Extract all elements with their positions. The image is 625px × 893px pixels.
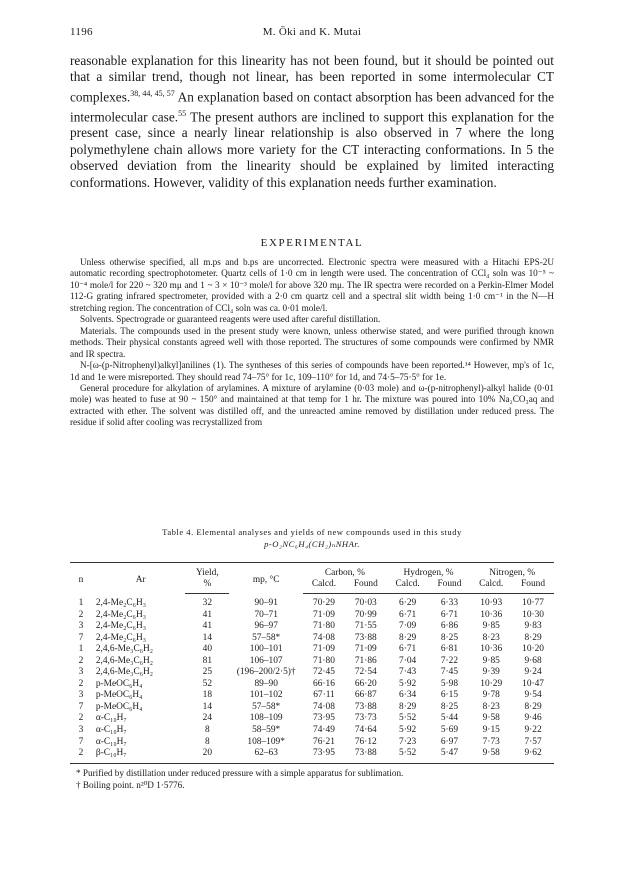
cell-nitrogen-found: 10·47 — [522, 678, 544, 689]
cell-carbon-calcd: 67·11 — [313, 690, 335, 701]
experimental-paragraph: Materials. The compounds used in the present study were known, unless otherwise stated, and were purified through known methods. Their physical constants agreed well with those reported. The structures of some compounds were confirmed by NMR and IR spectra. — [70, 325, 554, 359]
cell-ar: 2,4-Me₂C₆H₃ — [95, 632, 146, 643]
header-nitrogen: Nitrogen, % — [470, 563, 554, 580]
cell-yield: 40 — [202, 644, 213, 655]
cell-yield: 18 — [202, 690, 213, 701]
cell-mp: 108–109* — [247, 736, 285, 747]
cell-mp: 89–90 — [254, 678, 278, 689]
table-title: Table 4. Elemental analyses and yields of new compounds used in this study — [162, 527, 462, 537]
header-found: Found — [429, 579, 471, 594]
header-calcd: Calcd. — [303, 579, 345, 594]
cell-nitrogen-calcd: 8·23 — [482, 701, 500, 712]
cell-n: 1 — [78, 644, 84, 655]
experimental-paragraph: Solvents. Spectrograde or guaranteed reagents were used after careful distillation. — [80, 314, 381, 325]
cell-ar: 2,4,6-Me₃C₆H₂ — [95, 667, 154, 678]
cell-mp: 101–102 — [249, 690, 283, 701]
cell-hydrogen-calcd: 8·29 — [399, 701, 417, 712]
cell-hydrogen-found: 6·86 — [440, 621, 459, 632]
cell-nitrogen-found: 9·62 — [512, 748, 554, 763]
cell-ar: p-MeOC₆H₄ — [95, 701, 143, 712]
cell-hydrogen-found: 6·81 — [440, 644, 459, 655]
cell-yield: 81 — [202, 655, 213, 666]
cell-carbon-calcd: 76·21 — [313, 736, 335, 747]
cell-yield: 41 — [202, 609, 213, 620]
cell-yield: 25 — [202, 667, 213, 678]
cell-hydrogen-calcd: 6·34 — [399, 690, 417, 701]
cell-n: 1 — [78, 597, 84, 608]
cell-yield: 20 — [185, 748, 229, 763]
cell-ar: 2,4,6-Me₃C₆H₂ — [95, 655, 154, 666]
cell-carbon-calcd: 71·09 — [313, 644, 335, 655]
cell-ar: α-C₁₀H₇ — [95, 713, 127, 724]
cell-yield: 24 — [202, 713, 213, 724]
cell-hydrogen-found: 5·44 — [440, 713, 459, 724]
cell-nitrogen-calcd: 10·29 — [480, 678, 503, 689]
header-found: Found — [512, 579, 554, 594]
cell-ar: α-C₁₀H₇ — [95, 736, 127, 747]
table-row — [70, 679, 554, 691]
cell-nitrogen-found: 7·57 — [524, 736, 542, 747]
cell-mp: (196–200/2·5)† — [236, 667, 296, 678]
cell-nitrogen-found: 9·54 — [524, 690, 542, 701]
cell-nitrogen-calcd: 9·58 — [470, 748, 512, 763]
cell-ar: p-MeOC₆H₄ — [95, 690, 143, 701]
cell-nitrogen-calcd: 9·39 — [482, 667, 500, 678]
cell-carbon-calcd: 70·29 — [313, 598, 335, 608]
cell-mp: 106–107 — [249, 655, 283, 666]
cell-nitrogen-calcd: 10·36 — [480, 644, 503, 655]
cell-nitrogen-calcd: 10·36 — [480, 609, 503, 620]
table-row — [70, 725, 554, 737]
cell-hydrogen-calcd: 5·52 — [399, 713, 417, 724]
cell-hydrogen-calcd: 8·29 — [399, 632, 417, 643]
cell-ar: 2,4-Me₂C₆H₃ — [95, 597, 146, 608]
table-row — [70, 702, 554, 714]
table-row — [70, 737, 554, 749]
cell-n: 2 — [70, 748, 92, 763]
cell-carbon-calcd: 73·95 — [303, 748, 345, 763]
footnote: † Boiling point. n²⁰D 1·5776. — [76, 779, 185, 790]
cell-nitrogen-calcd: 9·78 — [482, 690, 500, 701]
discussion-paragraph — [70, 53, 554, 191]
discussion-text-2: An explanation based on contact absorption has been advanced for the intermolecular case. — [70, 89, 554, 125]
table-formula: p-O₂NC₆H₄(CH₂)ₙNHAr. — [264, 539, 360, 549]
cell-yield: 8 — [205, 736, 210, 747]
cell-nitrogen-calcd: 9·58 — [482, 713, 500, 724]
cell-carbon-calcd: 74·08 — [313, 632, 335, 643]
experimental-paragraph: Unless otherwise specified, all m.ps and b.ps are uncorrected. Electronic spectra were measured with a Hitachi EPS-2U automatic recording spectrophotometer. Quartz cells of 1·0 cm in length were used. The concentration of CCl₄ soln was 10⁻⁵ ~ 10⁻⁴ mole/l for 220 ~ 320 mμ and 1 ~ 3 × 10⁻³ mole/l for above 320 mμ. The IR spectra were recorded on a Perkin-Elmer Model 112-G grating infrared spectrometer, provided with a 2·0 cm quartz cell and a spectral slit width being 1·0 cm⁻¹ in the N—H stretching region. The concentration of CCl₄ soln was ca. 0·01 mole/l. — [70, 257, 554, 313]
table-row — [70, 667, 554, 679]
cell-hydrogen-found: 6·15 — [440, 690, 459, 701]
cell-hydrogen-found: 5·98 — [440, 678, 459, 689]
cell-nitrogen-found: 8·29 — [524, 701, 542, 712]
cell-carbon-calcd: 74·08 — [313, 701, 335, 712]
table-row — [70, 594, 554, 610]
cell-mp: 57–58* — [252, 701, 281, 712]
cell-carbon-found: 74·64 — [354, 725, 377, 736]
cell-n: 2 — [78, 678, 84, 689]
cell-nitrogen-found: 10·77 — [522, 598, 544, 608]
cell-ar: 2,4,6-Me₃C₆H₂ — [95, 644, 154, 655]
cell-carbon-found: 71·86 — [354, 655, 377, 666]
cell-hydrogen-calcd: 5·92 — [399, 725, 417, 736]
cell-hydrogen-found: 5·47 — [429, 748, 471, 763]
cell-nitrogen-calcd: 7·73 — [482, 736, 500, 747]
cell-nitrogen-found: 9·46 — [524, 713, 542, 724]
cell-hydrogen-calcd: 5·92 — [399, 678, 417, 689]
running-head-authors: M. Ōki and K. Mutai — [262, 26, 362, 38]
table-row — [70, 633, 554, 645]
cell-n: 7 — [78, 736, 84, 747]
page-number: 1196 — [70, 26, 93, 38]
cell-hydrogen-calcd: 6·71 — [399, 609, 417, 620]
cell-ar: p-MeOC₆H₄ — [95, 678, 143, 689]
footnote: * Purified by distillation under reduced pressure with a simple apparatus for sublimation. — [76, 768, 404, 778]
cell-n: 3 — [78, 725, 84, 736]
cell-yield: 32 — [202, 598, 213, 608]
header-yield: Yield, — [185, 563, 229, 580]
cell-carbon-found: 73·88 — [354, 632, 377, 643]
cell-carbon-found: 73·88 — [354, 701, 377, 712]
cell-ar: α-C₁₀H₇ — [95, 725, 127, 736]
table-row — [70, 610, 554, 622]
discussion-text-3: The present authors are inclined to support this explanation for the present case, since a nearly linear relationship is also observed in 7 where the long polymethylene chain allows more variety for the CT interacting conformations. In 5 the observed deviation from the linearity should be explained by limited interacting conformations. However, validity of this explanation needs further examination. — [70, 109, 555, 190]
table-footnotes — [76, 768, 546, 791]
reference-superscript-1: 38, 44, 45, 57 — [130, 88, 175, 98]
experimental-text — [70, 257, 554, 429]
header-calcd: Calcd. — [387, 579, 429, 594]
cell-ar: 2,4-Me₂C₆H₃ — [95, 621, 146, 632]
cell-hydrogen-found: 7·22 — [440, 655, 459, 666]
cell-hydrogen-found: 6·33 — [440, 598, 459, 608]
cell-hydrogen-calcd: 6·71 — [399, 644, 417, 655]
discussion-text-1: reasonable explanation for this linearity has not been found, but it should be pointed out that a similar trend, though not linear, has been reported in some intermolecular CT complexes. — [70, 53, 554, 105]
table-row — [70, 748, 554, 763]
cell-carbon-calcd: 71·80 — [313, 655, 335, 666]
experimental-paragraph: N-[ω-(p-Nitrophenyl)alkyl]anilines (1). The syntheses of this series of compounds have been reported.¹⁴ However, mp's of 1c, 1d and 1e were misreported. They should read 74–75° for 1c, 109–110° for 1d, and 74·5–75·5° for 1e. — [70, 360, 554, 382]
cell-yield: 41 — [202, 621, 213, 632]
cell-nitrogen-found: 9·22 — [524, 725, 542, 736]
cell-mp: 96–97 — [254, 621, 278, 632]
section-heading-experimental: EXPERIMENTAL — [260, 237, 364, 249]
cell-carbon-found: 70·99 — [354, 609, 377, 620]
cell-carbon-calcd: 74·49 — [313, 725, 335, 736]
cell-mp: 57–58* — [252, 632, 281, 643]
cell-n: 3 — [78, 621, 84, 632]
table-caption — [70, 526, 554, 550]
cell-n: 2 — [78, 655, 84, 666]
table-row — [70, 621, 554, 633]
reference-superscript-2: 55 — [178, 108, 187, 118]
cell-carbon-found: 66·87 — [354, 690, 377, 701]
table-row — [70, 644, 554, 656]
cell-hydrogen-calcd: 7·23 — [399, 736, 417, 747]
cell-carbon-calcd: 66·16 — [313, 678, 335, 689]
cell-carbon-calcd: 71·09 — [313, 609, 335, 620]
header-ar: Ar — [92, 563, 186, 594]
cell-carbon-found: 71·09 — [354, 644, 377, 655]
cell-hydrogen-found: 8·25 — [440, 701, 459, 712]
cell-n: 2 — [78, 713, 84, 724]
cell-nitrogen-calcd: 9·15 — [482, 725, 500, 736]
header-mp: mp, °C — [229, 563, 303, 594]
header-calcd: Calcd. — [470, 579, 512, 594]
cell-mp: 62–63 — [229, 748, 303, 763]
cell-yield: 14 — [202, 632, 213, 643]
cell-mp: 90–91 — [254, 597, 278, 608]
cell-carbon-calcd: 71·80 — [313, 621, 335, 632]
header-n: n — [70, 563, 92, 594]
cell-nitrogen-found: 9·83 — [524, 621, 542, 632]
cell-carbon-found: 76·12 — [354, 736, 377, 747]
cell-n: 2 — [78, 609, 84, 620]
cell-mp: 70–71 — [254, 609, 278, 620]
cell-carbon-found: 72·54 — [354, 667, 377, 678]
cell-hydrogen-found: 8·25 — [440, 632, 459, 643]
cell-yield: 52 — [202, 678, 213, 689]
cell-hydrogen-calcd: 7·09 — [399, 621, 417, 632]
cell-ar: 2,4-Me₂C₆H₃ — [95, 609, 146, 620]
table-row — [70, 690, 554, 702]
cell-nitrogen-calcd: 9·85 — [482, 655, 500, 666]
cell-hydrogen-found: 6·97 — [440, 736, 459, 747]
cell-yield: 8 — [205, 725, 210, 736]
cell-yield: 14 — [202, 701, 213, 712]
cell-hydrogen-calcd: 5·52 — [387, 748, 429, 763]
cell-mp: 100–101 — [249, 644, 283, 655]
cell-n: 7 — [78, 701, 84, 712]
cell-hydrogen-calcd: 7·43 — [399, 667, 417, 678]
table-row — [70, 656, 554, 668]
header-carbon: Carbon, % — [303, 563, 387, 580]
cell-hydrogen-calcd: 7·04 — [399, 655, 417, 666]
cell-mp: 58–59* — [252, 725, 281, 736]
cell-n: 3 — [78, 690, 84, 701]
cell-carbon-found: 73·73 — [354, 713, 377, 724]
cell-nitrogen-calcd: 10·93 — [480, 598, 503, 608]
header-found: Found — [345, 579, 387, 594]
table-body — [70, 594, 554, 764]
cell-nitrogen-found: 9·24 — [524, 667, 542, 678]
cell-nitrogen-calcd: 8·23 — [482, 632, 500, 643]
cell-carbon-calcd: 73·95 — [313, 713, 335, 724]
cell-hydrogen-found: 7·45 — [440, 667, 459, 678]
table-row — [70, 713, 554, 725]
cell-nitrogen-found: 9·68 — [524, 655, 542, 666]
cell-carbon-found: 70·03 — [354, 598, 377, 608]
cell-hydrogen-found: 5·69 — [440, 725, 459, 736]
cell-n: 3 — [78, 667, 84, 678]
header-hydrogen: Hydrogen, % — [387, 563, 471, 580]
cell-ar: β-C₁₀H₇ — [92, 748, 186, 763]
cell-carbon-calcd: 72·45 — [313, 667, 335, 678]
cell-carbon-found: 71·55 — [354, 621, 377, 632]
cell-hydrogen-found: 6·71 — [440, 609, 459, 620]
table-header-row — [70, 563, 554, 580]
cell-mp: 108–109 — [249, 713, 283, 724]
experimental-paragraph: General procedure for alkylation of arylamines. A mixture of arylamine (0·03 mole) and ω-(p-nitrophenyl)-alkyl halide (0·01 mole) was heated to fuse at 90 ~ 150° and maintained at that temp for 1 hr. The mixture was poured into 10% Na₂CO₃aq and extracted with ether. The solvent was distilled off, and the unreacted amine removed by distillation under reduced press. The residue if solid after cooling was recrystallized from — [70, 382, 554, 428]
cell-nitrogen-calcd: 9·85 — [482, 621, 500, 632]
cell-nitrogen-found: 10·20 — [522, 644, 544, 655]
cell-hydrogen-calcd: 6·29 — [399, 598, 417, 608]
header-yield-unit: % — [185, 579, 229, 594]
cell-carbon-found: 73·88 — [345, 748, 387, 763]
cell-nitrogen-found: 10·30 — [522, 609, 544, 620]
cell-nitrogen-found: 8·29 — [524, 632, 542, 643]
elemental-analysis-table — [70, 562, 554, 764]
cell-n: 7 — [78, 632, 84, 643]
cell-carbon-found: 66·20 — [354, 678, 377, 689]
